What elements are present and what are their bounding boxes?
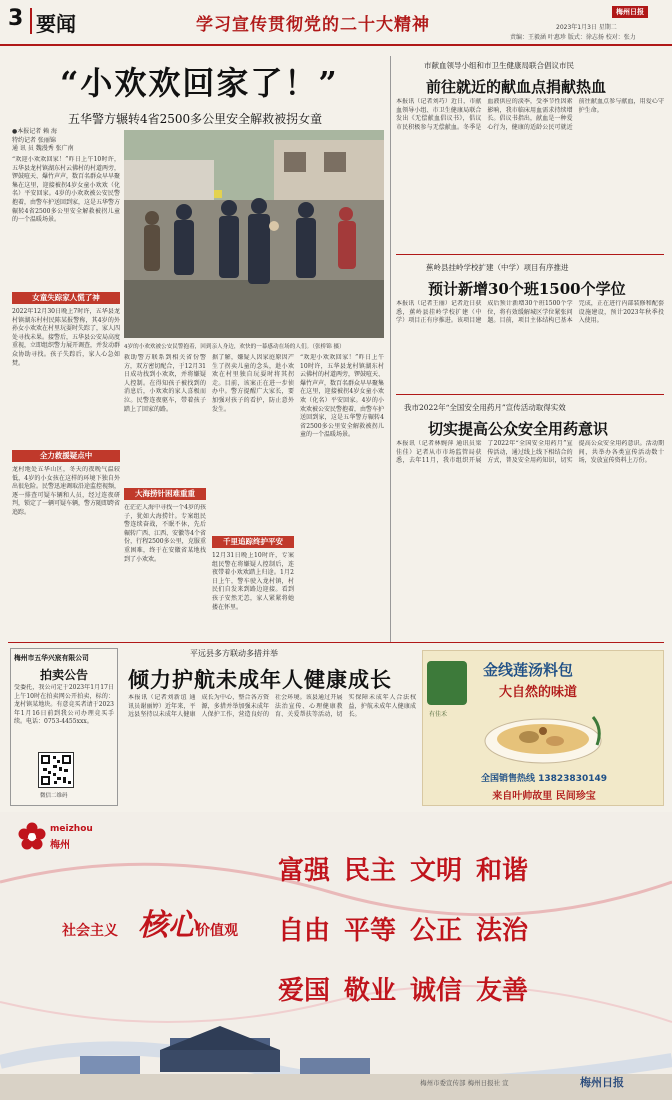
theme-banner: 学习宣传贯彻党的二十大精神 [196,15,430,35]
value-text: 民主 [344,856,397,886]
newspaper-logo: 梅州日报 [612,6,648,18]
poster-brand: 梅州日报 [580,1076,624,1089]
value-text: 平等 [344,916,397,946]
subhead: 大海捞针困难重重 [124,488,206,500]
value-text: 爱国 [278,976,331,1006]
poster-credit: 梅州市委宣传部 梅州日报社 宣 [420,1079,509,1087]
section-title: 要闻 [36,12,76,36]
bylines [12,128,122,154]
values-row-1 [278,850,670,887]
story-kicker: 我市2022年“全国安全用药月”宣传活动取得实效 [404,403,566,412]
ad-title: 金线莲汤料包 [483,661,574,679]
lead-paragraph: “欢迎小欢欢回家！”昨日上午10时许，五华县龙村镇湖东村云佛村的村道两旁，锣鼓喧天、爆竹声声，数百名群众早早聚集在这里，迎接被拐4岁女童小欢欢（化名）平安回家。4岁的小欢欢被公安民警抱着，由警车护送回到家，这是五华警方辗转4省2500多公里安全解救被拐儿童的一个温暖场景。 [12,156,120,224]
byline: ●本报记者 赖 海 [12,128,58,135]
photo-crowd-illustration [124,130,384,338]
ad-subtitle: 大自然的味道 [499,685,578,700]
news-photo [124,130,384,338]
article-text: 2022年12月30日晚上7时许，五华县龙村镇湖东村村民陈某报警称，其4岁的外孙女小欢欢在村里玩耍时失踪了，家人四处寻找未果。接警后，五华县公安局高度重视，立即组织警力展开调查，并发动群众协助寻找。孩子失踪后，家人心急如焚。 [12,308,120,367]
story-divider [396,394,664,395]
value-text: 诚信 [410,976,463,1006]
notice-organization: 梅州市五华兴宸有限公司 [14,654,89,662]
article-text: 本报讯（记者刘新谊 通讯员谢丽婷）近年来，平远县坚持以未成年人健康成长为中心，整合各方资源，多措并举加强未成年人保护工作，营造良好的社会环境。该县通过开展法治宣传、心理健康教育、关爱帮扶等活动，切实保障未成年人合法权益，护航未成年人健康成长。 [128,694,416,719]
values-row-3 [278,970,670,1007]
main-headline: “小欢欢回家了！” [60,64,339,102]
value-text: 敬业 [344,976,397,1006]
value-text: 文明 [410,856,463,886]
article-text: 本报讯（记者刘巧）近日，市献血领导小组、市卫生健康局联合发出《无偿献血倡议书》，倡议市民积极参与无偿献血。冬季是血液供应的淡季，受季节性因素影响，我市临床用血需求持续增长。倡议书指出，献血是一种爱心行为，健康的适龄公民可就近前往献血点参与献血，用爱心守护生命。 [396,98,664,131]
qr-caption: 微信二维码 [40,793,68,799]
column-divider [390,56,391,642]
byline: 通 讯 员 魏漫秀 张广南 [12,145,74,153]
page-number: 3 [8,6,24,31]
value-text: 自由 [278,916,331,946]
story-headline: 切实提高公众安全用药意识 [428,420,609,438]
value-text: 富强 [278,856,331,886]
poster-city-pinyin: meizhou [50,824,93,834]
values-row-2 [278,910,670,947]
notice-title: 拍卖公告 [39,668,88,682]
issue-date: 2023年1月3日 星期二 [556,24,617,31]
main-subheadline: 五华警方辗转4省2500多公里安全解救被拐女童 [68,112,323,126]
poster-title-prefix: 社会主义 [62,923,118,939]
values-poster [0,812,672,1100]
subhead: 全力救援疑点中 [12,450,120,462]
advertisement[interactable] [422,650,664,806]
poster-title-suffix: 价值观 [196,923,238,939]
brand-mark-icon [427,661,467,705]
story-headline: 倾力护航未成年人健康成长 [128,667,392,692]
soup-bowl-image [463,709,623,767]
article-text: 本报讯（记者王丽）记者近日获悉，蕉岭县挂岭学校扩建（中学）项目正有序推进。该项目建成后预计新增30个班1500个学位，将有效缓解城区学位紧张问题。目前，项目主体结构已基本完成，正在进行内部装修和配套设施建设，预计2023年秋季投入使用。 [396,300,664,325]
value-text: 友善 [476,976,529,1006]
notice-body: 受委托，我公司定于2023年1月17日上午10时在拍卖网公开拍卖，标的：龙村镇某地块。有意竞买者请于2023年1月16日前到我公司办理竞买手续。电话：0753-4455xxx。 [14,684,114,726]
story-headline: 前往就近的献血点捐献热血 [426,78,607,96]
article-text: “欢迎小欢欢回家！”昨日上午10时许，五华县龙村镇湖东村云佛村的村道两旁，锣鼓喧天、爆竹声声，数百名群众早早聚集在这里，迎接被拐4岁女童小欢欢（化名）平安回家。4岁的小欢欢被公安民警抱着，由警车护送回到家，这是五华警方辗转4省2500多公里安全解救被拐儿童的一个温暖场景。 [300,354,384,439]
qr-code-icon[interactable] [38,752,74,788]
article-text: 救助警方联系到相关省份警方，双方密切配合，于12月31日成功找到小欢欢，并将嫌疑人控制。在得知孩子被找到的消息后，小欢欢的家人喜极而泣。民警连夜驱车，带着孩子踏上了回家的路。 [124,354,206,413]
subhead: 女童失踪家人慌了神 [12,292,120,304]
article-text: 12月31日晚上10时许，专案组民警在将嫌疑人控制后，连夜带着小欢欢踏上归途。1月2日上午，警车驶入龙村镇，村民们自发来到路边迎接。看到孩子安然无恙，家人紧紧将她搂在怀里。 [212,552,294,611]
poster-title-core: 核心 [138,908,198,943]
poster-city: 梅州 [50,840,70,851]
subhead: 千里追踪终护平安 [212,536,294,548]
story-headline: 预计新增30个班1500个学位 [428,280,626,298]
page-divider [30,8,32,34]
ad-brand: 有佳禾 [429,711,448,718]
ad-hotline: 全国销售热线 13823830149 [480,774,608,784]
editor-credits: 责编：王毅涵 叶惠珍 版式：徐志扬 校对：张力 [510,34,636,41]
photo-caption: 4岁的小欢欢被公安民警抱着，回到亲人身边，欢快的一幕感动在场的人们。（张桥锦 摄） [124,344,345,350]
byline: 特约记者 张丽锦 [12,136,56,144]
article-text: 据了解，嫌疑人因家庭原因产生了拐卖儿童的念头，趁小欢欢在村里独自玩耍时将其拐走。目前，该案正在进一步侦办中。警方提醒广大家长，要加强对孩子的看护，防止意外发生。 [212,354,294,413]
story-kicker: 平远县多方联动多措并举 [190,649,278,658]
ad-slogan: 来自叶帅故里 民间珍宝 [492,791,596,802]
value-text: 和谐 [476,856,529,886]
article-text: 本报讯（记者林婉萍 通讯员梁佳佳）记者从市市场监管局获悉，去年11月，我市组织开展了2022年“全国安全用药月”宣传活动，通过线上线下相结合的方式，普及安全用药知识，切实提高公众安全用药意识。活动期间，共举办各类宣传活动数十场，发放宣传资料上万份。 [396,440,664,465]
plum-blossom-logo-icon [18,822,46,850]
story-kicker: 蕉岭县挂岭学校扩建（中学）项目有序推进 [426,263,569,272]
article-text: 在茫茫人海中寻找一个4岁的孩子，犹如大海捞针。专案组民警连续奋战，不眠不休，先后辗转广西、江西、安徽等4个省份，行程2500多公里，克服重重困难，终于在安徽省某地找到了小欢欢。 [124,504,206,563]
story-divider [396,254,664,255]
story-kicker: 市献血领导小组和市卫生健康局联合倡议市民 [424,61,574,70]
article-text: 龙村地处五华山区，冬天的夜晚气温较低，4岁的小女孩在这样的环境下独自外出很危险。民警迅速调取沿途监控视频，逐一排查可疑车辆和人员，经过连夜研判，锁定了一辆可疑车辆，警方随即跨省追踪。 [12,466,120,516]
value-text: 法治 [476,916,529,946]
section-divider [8,642,664,643]
value-text: 公正 [410,916,463,946]
